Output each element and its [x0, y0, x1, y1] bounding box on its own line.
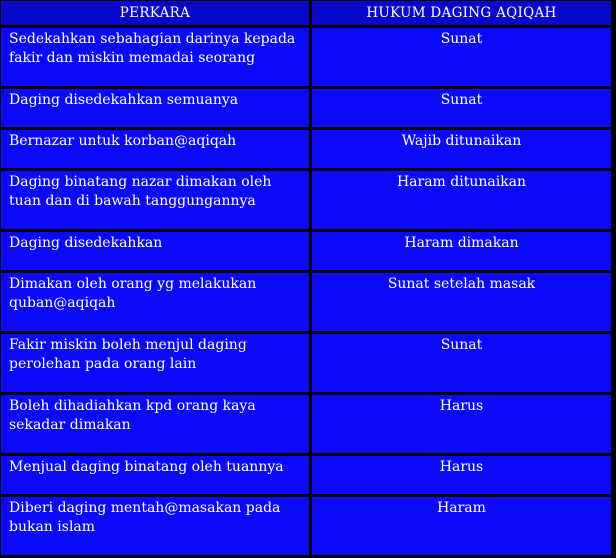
hukum-daging-aqiqah-table	[1, 1, 614, 558]
hukum-cell: Haram dimakan	[312, 232, 614, 273]
table-row	[1, 497, 614, 558]
header-perkara: PERKARA	[1, 1, 312, 28]
perkara-cell: Daging binatang nazar dimakan oleh tuan dan di bawah tanggungannya	[1, 171, 312, 232]
hukum-cell: Sunat	[312, 334, 614, 395]
table-row	[1, 171, 614, 232]
hukum-cell: Sunat	[312, 28, 614, 89]
perkara-cell: Boleh dihadiahkan kpd orang kaya sekadar dimakan	[1, 395, 312, 456]
hukum-cell: Wajib ditunaikan	[312, 130, 614, 171]
perkara-cell: Sedekahkan sebahagian darinya kepada fakir dan miskin memadai seorang	[1, 28, 312, 89]
perkara-cell: Menjual daging binatang oleh tuannya	[1, 456, 312, 497]
table-row	[1, 273, 614, 334]
perkara-cell: Fakir miskin boleh menjul daging perolehan pada orang lain	[1, 334, 312, 395]
table-row	[1, 130, 614, 171]
perkara-cell: Dimakan oleh orang yg melakukan quban@aqiqah	[1, 273, 312, 334]
table-row	[1, 232, 614, 273]
page	[0, 1, 616, 558]
perkara-cell: Bernazar untuk korban@aqiqah	[1, 130, 312, 171]
table-row	[1, 456, 614, 497]
table-row	[1, 28, 614, 89]
hukum-cell: Harus	[312, 456, 614, 497]
hukum-cell: Sunat	[312, 89, 614, 130]
perkara-cell: Daging disedekahkan semuanya	[1, 89, 312, 130]
header-hukum: HUKUM DAGING AQIQAH	[312, 1, 614, 28]
table-row	[1, 395, 614, 456]
hukum-cell: Haram ditunaikan	[312, 171, 614, 232]
perkara-cell: Diberi daging mentah@masakan pada bukan islam	[1, 497, 312, 558]
table-row	[1, 334, 614, 395]
table-header-row	[1, 1, 614, 28]
hukum-cell: Haram	[312, 497, 614, 558]
table-row	[1, 89, 614, 130]
hukum-cell: Sunat setelah masak	[312, 273, 614, 334]
hukum-cell: Harus	[312, 395, 614, 456]
perkara-cell: Daging disedekahkan	[1, 232, 312, 273]
